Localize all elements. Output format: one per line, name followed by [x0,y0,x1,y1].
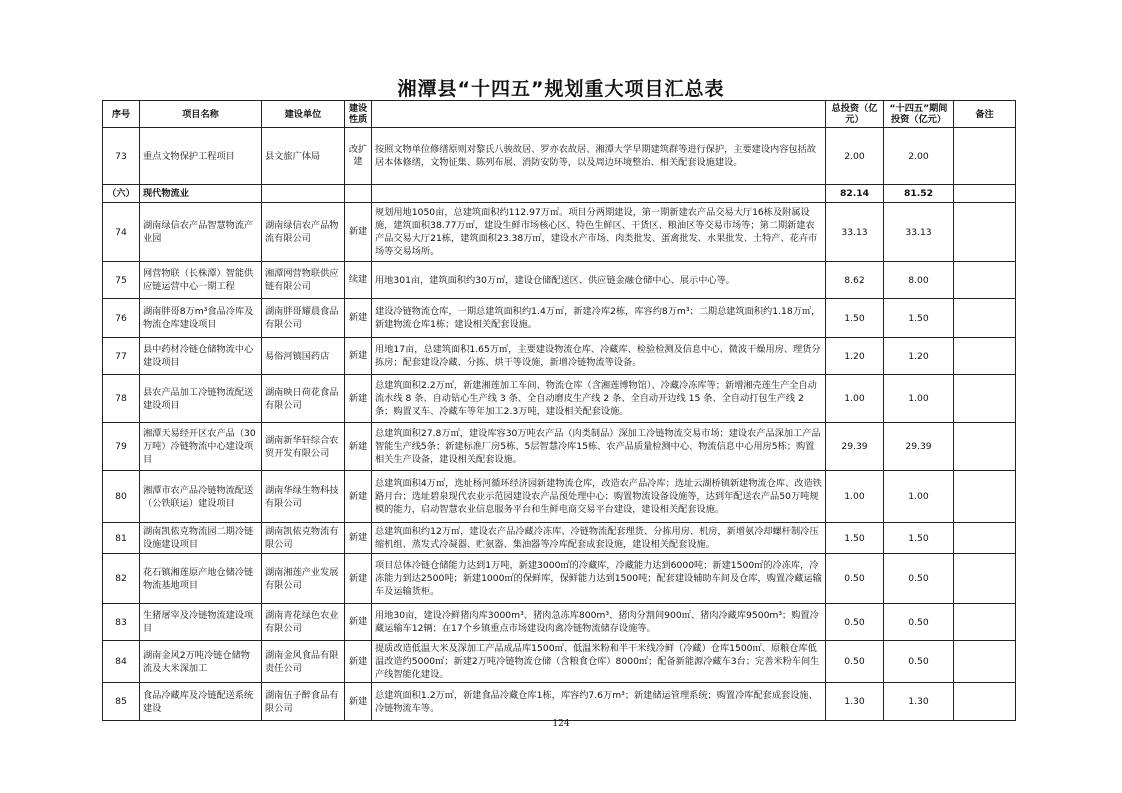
row-seq: 77 [103,338,140,375]
row-period-invest: 1.30 [884,683,954,721]
row-total-invest: 0.50 [826,641,884,683]
table-row [103,338,1016,375]
row-note [954,203,1016,262]
table-row [103,604,1016,641]
row-unit: 湖南胖哥耀晨食品有限公司 [262,299,345,338]
row-note [954,604,1016,641]
row-unit: 湖南青花绿色农业有限公司 [262,604,345,641]
section-type [345,185,372,203]
row-period-invest: 1.20 [884,338,954,375]
row-description: 按照文物单位修缮原则对黎氏八骏故居、罗亦农故居、湘潭大学早期建筑群等进行保护，主要建设内容包括故居本体修缮，文物征集、陈列布展、消防安防等，以及周边环境整治、相关配套设施建设。 [372,128,826,185]
row-project-name: 湘潭天易经开区农产品（30万吨）冷链物流中心建设项目 [140,423,262,471]
row-total-invest: 1.30 [826,683,884,721]
section-seq: （六） [103,185,140,203]
row-note [954,338,1016,375]
row-total-invest: 29.39 [826,423,884,471]
row-type: 新建 [345,471,372,523]
row-unit: 湘潭网营物联供应链有限公司 [262,262,345,299]
row-project-name: 县中药材冷链仓储物流中心建设项目 [140,338,262,375]
row-type: 新建 [345,683,372,721]
row-seq: 84 [103,641,140,683]
header-seq: 序号 [103,101,140,128]
row-note [954,299,1016,338]
row-project-name: 网营物联（长株潭）智能供应链运营中心一期工程 [140,262,262,299]
row-unit: 湖南映日荷花食品有限公司 [262,375,345,423]
row-unit: 湖南伍子醉食品有限公司 [262,683,345,721]
row-note [954,523,1016,554]
row-type: 改扩建 [345,128,372,185]
row-seq: 79 [103,423,140,471]
table-row [103,262,1016,299]
row-unit: 县文旅广体局 [262,128,345,185]
page-number: 124 [552,719,570,729]
table-row [103,554,1016,604]
row-description: 总建筑面积4万㎡，选址杨河循环经济园新建物流仓库，改造农产品冷库；选址云湖桥镇新建物流仓库、改造铁路月台；选址碧泉现代农业示范园建设农产品预处理中心；购置物流设备设施等，达到年配送农产品50万吨规模的能力，启动智慧农业信息服务平台和生鲜电商交易平台建设，建设相关配套设施。 [372,471,826,523]
section-period: 81.52 [884,185,954,203]
table-body [103,128,1016,721]
row-description: 用地301亩，建筑面积约30万㎡，建设仓储配送区、供应链金融仓储中心、展示中心等。 [372,262,826,299]
row-period-invest: 0.50 [884,641,954,683]
header-row [103,101,1016,128]
table-row [103,683,1016,721]
row-note [954,423,1016,471]
row-project-name: 湘潭市农产品冷链物流配送（公铁联运）建设项目 [140,471,262,523]
row-type: 新建 [345,523,372,554]
row-type: 新建 [345,554,372,604]
row-note [954,641,1016,683]
section-name: 现代物流业 [140,185,262,203]
row-description: 用地17亩，总建筑面积1.65万㎡，主要建设物流仓库、冷藏库、检验检测及信息中心、微波干燥用房、理货分拣房；配套建设冷藏、分拣、烘干等设施，新增冷链物流等设备。 [372,338,826,375]
header-name: 项目名称 [140,101,262,128]
row-total-invest: 1.50 [826,523,884,554]
header-note: 备注 [954,101,1016,128]
row-note [954,683,1016,721]
row-type: 续建 [345,262,372,299]
row-description: 提质改造低温大米及深加工产品成品库1500㎡、低温米粉和半干米线冷鲜（冷藏）仓库1500㎡、原粮仓库低温改造约5000㎡；新建2万吨冷链物流仓储（含粮食仓库）8000㎡；配备新能源冷藏车3台；完善米粉车间生产线智能化建设。 [372,641,826,683]
row-note [954,554,1016,604]
row-project-name: 湖南凯侬克物流园二期冷链设施建设项目 [140,523,262,554]
row-period-invest: 29.39 [884,423,954,471]
row-description: 总建筑面积约12万㎡，建设农产品冷藏冷冻库、冷链物流配套理货、分拣用房、机房，新增氨冷却螺杆制冷压缩机组、蒸发式冷凝器、贮氨器、集油器等冷库配套成套设施，建设相关配套设施。 [372,523,826,554]
row-unit: 湖南华绿生物科技有限公司 [262,471,345,523]
header-invest: 总投资（亿元） [826,101,884,128]
row-seq: 83 [103,604,140,641]
row-note [954,128,1016,185]
table-row [103,523,1016,554]
table-row [103,423,1016,471]
row-project-name: 县农产品加工冷链物流配送建设项目 [140,375,262,423]
table-row [103,471,1016,523]
row-note [954,375,1016,423]
row-unit: 湖南新华轩综合农贸开发有限公司 [262,423,345,471]
row-type: 新建 [345,641,372,683]
header-desc [372,101,826,128]
project-summary-table [102,100,1016,721]
row-period-invest: 1.00 [884,471,954,523]
row-description: 用地30亩，建设冷鲜猪肉库3000m³、猪肉急冻库800m³、猪肉分割间900㎡、猪肉冷藏库9500m³；购置冷藏运输车12辆；在17个乡镇重点市场建设肉禽冷链物流储存设施等。 [372,604,826,641]
header-unit: 建设单位 [262,101,345,128]
row-period-invest: 0.50 [884,554,954,604]
row-note [954,471,1016,523]
row-description: 总建筑面积27.8万㎡，建设库容30万吨农产品（肉类制品）深加工冷链物流交易市场；建设农产品深加工产品智能生产线5条；新建标准厂房5栋、5层智慧冷库15栋、农产品质量检测中心、物流信息中心用房5栋；购置相关生产设备，建设相关配套设施。 [372,423,826,471]
row-total-invest: 0.50 [826,554,884,604]
row-type: 新建 [345,299,372,338]
row-total-invest: 0.50 [826,604,884,641]
row-unit: 湖南湘莲产业发展有限公司 [262,554,345,604]
table-row [103,299,1016,338]
row-type: 新建 [345,203,372,262]
section-note [954,185,1016,203]
row-unit: 易俗河镇国药店 [262,338,345,375]
row-total-invest: 1.00 [826,471,884,523]
table-row [103,375,1016,423]
row-project-name: 湖南胖哥8万m³食品冷库及物流仓库建设项目 [140,299,262,338]
row-seq: 78 [103,375,140,423]
row-project-name: 湖南金风2万吨冷链仓储物流及大米深加工 [140,641,262,683]
row-unit: 湖南金风食品有限责任公司 [262,641,345,683]
section-desc [372,185,826,203]
row-total-invest: 2.00 [826,128,884,185]
row-description: 总建筑面积1.2万㎡，新建食品冷藏仓库1栋，库容约7.6万m³；新建储运管理系统；购置冷库配套成套设施、冷链物流车等。 [372,683,826,721]
row-description: 总建筑面积2.2万㎡，新建湘莲加工车间、物流仓库（含湘莲博物馆）、冷藏冷冻库等；新增湘壳莲生产全自动流水线 8 条、自动钻心生产线 3 条、全自动磨皮生产线 2 条、全自动开边线 15 条、全自动打包生产线 2 条；购置叉车、冷藏车等年加工2.3万吨，建设相关配套设施。 [372,375,826,423]
row-type: 新建 [345,375,372,423]
row-project-name: 重点文物保护工程项目 [140,128,262,185]
section-invest: 82.14 [826,185,884,203]
row-total-invest: 1.50 [826,299,884,338]
row-period-invest: 2.00 [884,128,954,185]
row-unit: 湖南绿信农产品物流有限公司 [262,203,345,262]
row-period-invest: 1.00 [884,375,954,423]
header-period: “十四五”期间投资（亿元） [884,101,954,128]
page-title: 湘潭县“十四五”规划重大项目汇总表 [397,78,725,100]
row-note [954,262,1016,299]
row-total-invest: 8.62 [826,262,884,299]
row-seq: 81 [103,523,140,554]
row-type: 新建 [345,604,372,641]
row-period-invest: 1.50 [884,523,954,554]
row-project-name: 湖南绿信农产品智慧物流产业园 [140,203,262,262]
row-type: 新建 [345,338,372,375]
row-seq: 85 [103,683,140,721]
table-row [103,641,1016,683]
row-total-invest: 1.00 [826,375,884,423]
row-seq: 80 [103,471,140,523]
row-seq: 76 [103,299,140,338]
row-period-invest: 1.50 [884,299,954,338]
row-type: 新建 [345,423,372,471]
header-type: 建设性质 [345,101,372,128]
row-period-invest: 8.00 [884,262,954,299]
row-period-invest: 33.13 [884,203,954,262]
row-seq: 82 [103,554,140,604]
table-row [103,203,1016,262]
row-seq: 73 [103,128,140,185]
row-project-name: 食品冷藏库及冷链配送系统建设 [140,683,262,721]
row-period-invest: 0.50 [884,604,954,641]
row-project-name: 花石镇湘莲原产地仓储冷链物流基地项目 [140,554,262,604]
row-description: 规划用地1050亩，总建筑面积约112.97万㎡。项目分两期建设，第一期新建农产品交易大厅16栋及附属设施，建筑面积38.77万㎡，建设生鲜市场核心区、特色生鲜区、干货区、粮油区等交易市场等；第二期新建农产品交易大厅21栋，建筑面积23.38万㎡，建设水产市场、肉类批发、蛋禽批发、水果批发、土特产、花卉市场等交易场所。 [372,203,826,262]
section-unit [262,185,345,203]
table-row [103,128,1016,185]
row-seq: 75 [103,262,140,299]
row-unit: 湖南凯侬克物流有限公司 [262,523,345,554]
row-total-invest: 33.13 [826,203,884,262]
row-description: 项目总体冷链仓储能力达到1万吨，新建3000㎡的冷藏库，冷藏能力达到6000吨；新建1500㎡的冷冻库，冷冻能力到达2500吨；新建1000㎡的保鲜库，保鲜能力达到1500吨；配套建设辅助车间及仓库，购置冷藏运输车及运输货柜。 [372,554,826,604]
row-project-name: 生猪屠宰及冷链物流建设项目 [140,604,262,641]
row-seq: 74 [103,203,140,262]
section-row [103,185,1016,203]
row-total-invest: 1.20 [826,338,884,375]
row-description: 建设冷链物流仓库，一期总建筑面积约1.4万㎡，新建冷库2栋，库容约8万m³；二期总建筑面积约1.18万㎡，新建物流仓库1栋；建设相关配套设施。 [372,299,826,338]
